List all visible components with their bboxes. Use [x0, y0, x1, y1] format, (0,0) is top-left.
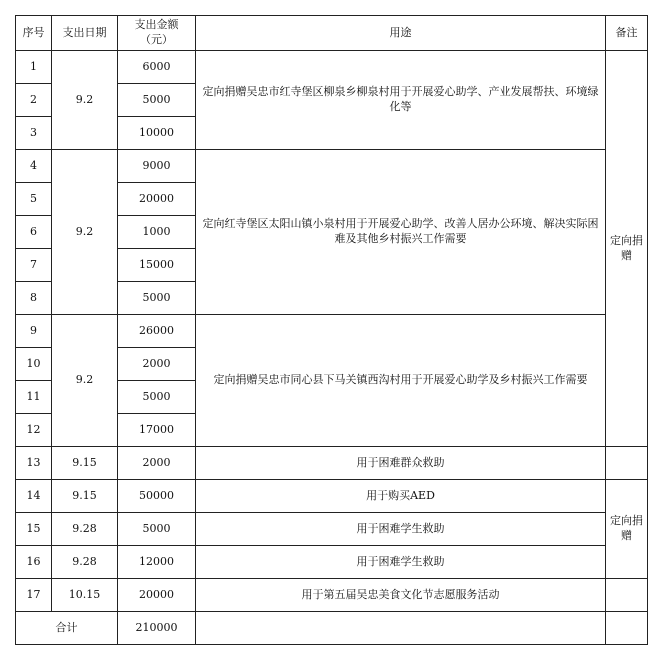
cell-amount: 26000 [118, 315, 196, 348]
cell-purpose: 用于购买AED [196, 480, 606, 513]
table-row [16, 546, 648, 579]
total-label: 合计 [16, 612, 118, 645]
total-purpose-empty [196, 612, 606, 645]
cell-purpose: 用于第五届吴忠美食文化节志愿服务活动 [196, 579, 606, 612]
cell-seq: 9 [16, 315, 52, 348]
header-amount-line1: 支出金额 [134, 18, 179, 32]
total-row [16, 612, 648, 645]
cell-purpose-group: 定向捐赠吴忠市红寺堡区柳泉乡柳泉村用于开展爱心助学、产业发展帮扶、环境绿化等 [196, 51, 606, 150]
cell-seq: 16 [16, 546, 52, 579]
header-purpose: 用途 [196, 16, 606, 51]
cell-date: 10.15 [52, 579, 118, 612]
cell-purpose: 用于困难群众救助 [196, 447, 606, 480]
cell-seq: 2 [16, 84, 52, 117]
cell-purpose-group: 定向捐赠吴忠市同心县下马关镇西沟村用于开展爱心助学及乡村振兴工作需要 [196, 315, 606, 447]
cell-amount: 5000 [118, 513, 196, 546]
cell-date-group: 9.2 [52, 150, 118, 315]
cell-date: 9.28 [52, 513, 118, 546]
header-row [16, 16, 648, 51]
cell-date: 9.28 [52, 546, 118, 579]
total-note-empty [606, 612, 648, 645]
cell-amount: 20000 [118, 579, 196, 612]
cell-amount: 2000 [118, 348, 196, 381]
cell-seq: 6 [16, 216, 52, 249]
cell-purpose: 用于困难学生救助 [196, 513, 606, 546]
table-row [16, 447, 648, 480]
header-amount-line2: （元） [140, 33, 173, 46]
cell-amount: 15000 [118, 249, 196, 282]
table-row [16, 480, 648, 513]
cell-seq: 12 [16, 414, 52, 447]
expense-table [15, 15, 648, 645]
cell-seq: 7 [16, 249, 52, 282]
cell-note-empty [606, 579, 648, 612]
cell-amount: 5000 [118, 381, 196, 414]
cell-seq: 11 [16, 381, 52, 414]
header-seq: 序号 [16, 16, 52, 51]
table-row [16, 150, 648, 183]
header-note: 备注 [606, 16, 648, 51]
cell-amount: 9000 [118, 150, 196, 183]
cell-date-group: 9.2 [52, 51, 118, 150]
cell-amount: 2000 [118, 447, 196, 480]
table-row [16, 579, 648, 612]
expense-table-wrapper [15, 15, 648, 645]
cell-note-middle: 定向捐赠 [606, 480, 648, 579]
cell-amount: 50000 [118, 480, 196, 513]
total-amount: 210000 [118, 612, 196, 645]
cell-seq: 3 [16, 117, 52, 150]
cell-seq: 13 [16, 447, 52, 480]
cell-amount: 5000 [118, 84, 196, 117]
header-date: 支出日期 [52, 16, 118, 51]
cell-seq: 15 [16, 513, 52, 546]
cell-seq: 8 [16, 282, 52, 315]
table-row [16, 51, 648, 84]
cell-seq: 1 [16, 51, 52, 84]
cell-date-group: 9.2 [52, 315, 118, 447]
table-row [16, 315, 648, 348]
cell-seq: 10 [16, 348, 52, 381]
cell-seq: 4 [16, 150, 52, 183]
table-row [16, 513, 648, 546]
cell-purpose: 用于困难学生救助 [196, 546, 606, 579]
header-amount [118, 16, 196, 51]
cell-seq: 17 [16, 579, 52, 612]
cell-purpose-group: 定向红寺堡区太阳山镇小泉村用于开展爱心助学、改善人居办公环境、解决实际困难及其他乡村振兴工作需要 [196, 150, 606, 315]
cell-date: 9.15 [52, 447, 118, 480]
cell-amount: 6000 [118, 51, 196, 84]
cell-seq: 14 [16, 480, 52, 513]
cell-amount: 10000 [118, 117, 196, 150]
cell-amount: 17000 [118, 414, 196, 447]
cell-date: 9.15 [52, 480, 118, 513]
cell-amount: 5000 [118, 282, 196, 315]
cell-seq: 5 [16, 183, 52, 216]
cell-note-top: 定向捐赠 [606, 51, 648, 447]
cell-amount: 1000 [118, 216, 196, 249]
cell-amount: 20000 [118, 183, 196, 216]
cell-amount: 12000 [118, 546, 196, 579]
cell-note-empty [606, 447, 648, 480]
